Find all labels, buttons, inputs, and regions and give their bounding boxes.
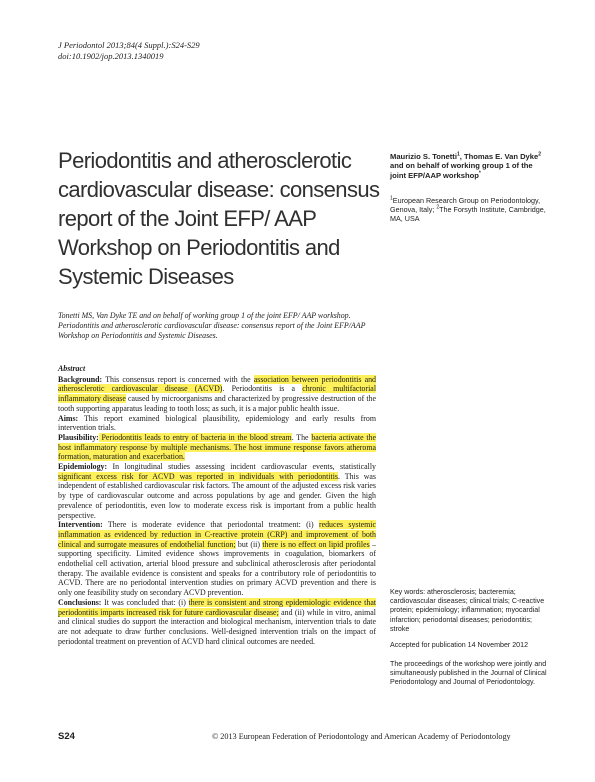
highlight: bacteria activate the host inflammatory response by multiple mechanisms. The host immune response favors atheroma formation, maturation and exacerbation. bbox=[58, 432, 377, 462]
highlight: significant excess risk for ACVD was reported in individuals with periodontitis bbox=[58, 471, 338, 481]
epidemiology-text: In longitudinal studies assessing incident cardiovascular events, statistically bbox=[107, 462, 376, 472]
highlight: association between periodontitis and atherosclerotic cardiovascular disease (ACVD) bbox=[58, 374, 376, 394]
abstract-conclusions bbox=[58, 598, 376, 647]
abstract-epidemiology bbox=[58, 462, 376, 520]
intervention-text: There is moderate evidence that periodontal treatment: (i) bbox=[102, 520, 319, 530]
conclusions-text: It was concluded that: (i) bbox=[101, 597, 189, 607]
conclusions-text: and (ii) while in vitro, animal and clinical studies do support the interaction and biological mechanism, intervention trials to date are not adequate to draw further conclusions. Well-designed intervention trials on the impact of periodontal treatment on prevention of ACVD hard clinical outcomes are needed. bbox=[58, 607, 377, 646]
abstract-plausibility bbox=[58, 433, 376, 462]
abstract-background bbox=[58, 375, 376, 414]
aims-text: This report examined biological plausibility, epidemiology and early results from intervention trials. bbox=[58, 413, 376, 433]
affiliations bbox=[390, 196, 550, 224]
plausibility-text: . The bbox=[291, 432, 312, 442]
epidemiology-label: Epidemiology: bbox=[58, 462, 108, 472]
intervention-label: Intervention: bbox=[58, 520, 103, 530]
aims-label: Aims: bbox=[58, 413, 79, 423]
epidemiology-text: . This was independent of established cardiovascular risk factors. The amount of the adjusted excess risk varies by type of cardiovascular outcome and across populations by age and gender. Given the high prevalence of periodontitis, even low to moderate excess risk is important from a public health perspective. bbox=[58, 471, 376, 520]
intervention-text: – supporting specificity. Limited evidence shows improvements in coagulation, biomarkers of endothelial cell activation, arterial blood pressure and subclinical atherosclerosis after periodontal therapy. The available evidence is consistent and speaks for a contributory role of periodontitis to ACVD. There are no periodontal intervention studies on primary ACVD prevention and there is only one feasibility study on secondary ACVD prevention. bbox=[58, 539, 376, 598]
affil-1-mark: 1 bbox=[390, 195, 393, 202]
background-text: This consensus report is concerned with the bbox=[102, 374, 254, 384]
copyright: © 2013 European Federation of Periodontology and American Academy of Periodontology bbox=[212, 732, 511, 741]
how-to-cite: Tonetti MS, Van Dyke TE and on behalf of working group 1 of the joint EFP/ AAP workshop. Periodontitis and atherosclerotic cardiovascular disease: consensus report of the Joint EFP/AAP Workshop on Periodontitis and Systemic Diseases. bbox=[58, 311, 366, 340]
keywords: Key words: atherosclerosis; bacteremia; cardiovascular diseases; clinical trials; C-reactive protein; epidemiology; inflammation; myocardial infarction; periodontal diseases; periodontitis; stroke bbox=[390, 588, 545, 633]
background-label: Background: bbox=[58, 374, 103, 384]
journal-citation-line: J Periodontol 2013;84(4 Suppl.):S24-S29 bbox=[58, 40, 200, 50]
abstract-intervention bbox=[58, 520, 376, 598]
author-group: and on behalf of working group 1 of the joint EFP/AAP workshop bbox=[390, 161, 533, 180]
author-group-mark: * bbox=[478, 170, 481, 177]
affil-2-mark: 2 bbox=[436, 204, 440, 211]
highlight: Periodontitis leads to entry of bacteria in the blood stream bbox=[98, 432, 292, 442]
journal-reference bbox=[58, 40, 200, 61]
author-2: , Thomas E. Van Dyke bbox=[459, 152, 539, 161]
accepted-date: Accepted for publication 14 November 2012 bbox=[390, 641, 529, 649]
abstract bbox=[58, 364, 376, 646]
proceedings-note: The proceedings of the workshop were jointly and simultaneously published in the Journal of Clinical Periodontology and Journal of Periodontology. bbox=[390, 660, 547, 687]
author-1: Maurizio S. Tonetti bbox=[390, 152, 457, 161]
abstract-aims bbox=[58, 414, 376, 433]
background-text: caused by microorganisms and characterized by progressive destruction of the tooth supporting apparatus leading to tooth loss; as such, it is a major public health issue. bbox=[58, 394, 377, 413]
abstract-heading: Abstract bbox=[58, 364, 86, 373]
conclusions-label: Conclusions: bbox=[58, 597, 102, 607]
author-list bbox=[390, 152, 550, 180]
highlight: chronic multifactorial inflammatory disease bbox=[58, 384, 377, 404]
intervention-text: but (ii) bbox=[235, 539, 263, 549]
article-title: Periodontitis and atherosclerotic cardiovascular disease: consensus report of the Joint EFP/ AAP Workshop on Periodontitis and Systemic Diseases bbox=[58, 148, 380, 289]
plausibility-label: Plausibility: bbox=[58, 432, 99, 442]
highlight: reduces systemic inflammation as evidenced by reduction in C-reactive protein (CRP) and improvement of both clinical and surrogate measures of endothelial function; bbox=[58, 520, 376, 549]
author-1-affil-mark: 1 bbox=[456, 151, 460, 158]
highlight: there is no effect on lipid profiles bbox=[262, 539, 370, 549]
background-text: . Periodontitis is a bbox=[222, 384, 303, 394]
doi-line: doi:10.1902/jop.2013.1340019 bbox=[58, 50, 164, 61]
affil-2: The Forsyth Institute, Cambridge, MA, USA bbox=[390, 205, 546, 224]
author-2-affil-mark: 2 bbox=[538, 151, 541, 158]
page-number: S24 bbox=[58, 731, 75, 742]
highlight: there is consistent and strong epidemiologic evidence that periodontitis imparts increased risk for future cardiovascular disease; bbox=[58, 597, 377, 617]
affil-1: European Research Group on Periodontology, Genova, Italy; bbox=[390, 196, 541, 215]
